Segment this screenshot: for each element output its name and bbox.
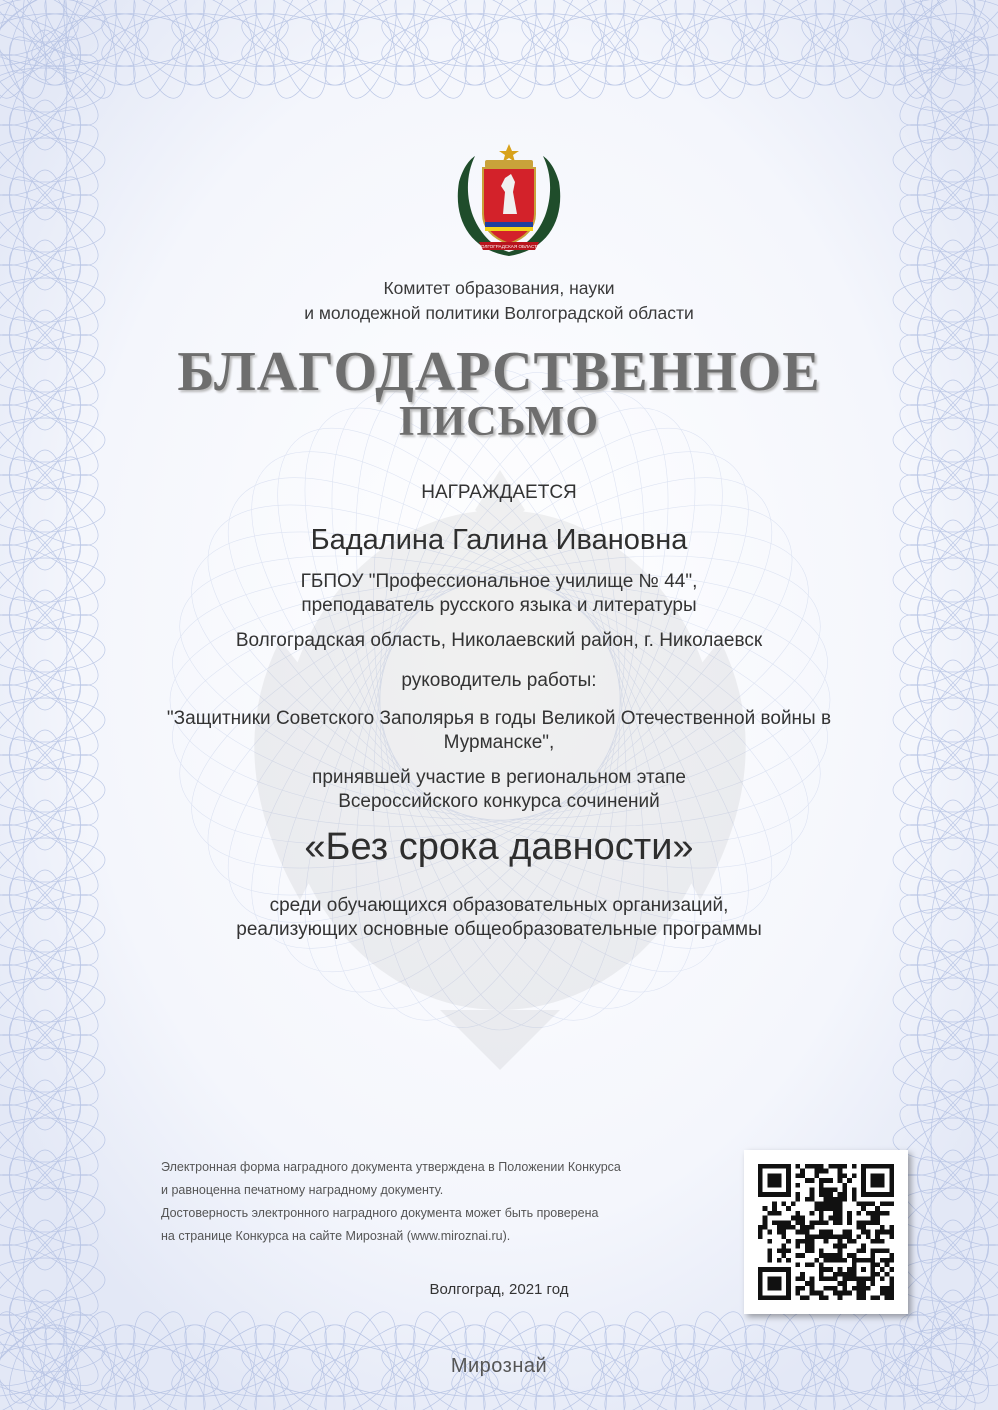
participation-line-2: Всероссийского конкурса сочинений (338, 791, 660, 812)
recipient-organization-block (0, 570, 998, 618)
document-title: БЛАГОДАРСТВЕННОЕ (177, 341, 821, 403)
issuer-line-2: и молодежной политики Волгоградской области (304, 303, 694, 323)
document-subtitle: ПИСЬМО (398, 399, 600, 445)
participation-line-1: принявшей участие в региональном этапе (312, 767, 686, 788)
recipient-position: преподаватель русского языка и литературы (301, 595, 697, 616)
notice-line-1: Электронная форма наградного документа утверждена в Положении Конкурса (161, 1160, 621, 1174)
volgograd-coat-of-arms-icon (449, 138, 569, 268)
electronic-document-notice (161, 1156, 621, 1248)
audience-line-2: реализующих основные общеобразовательные программы (236, 919, 762, 940)
issuer-line-1: Комитет образования, науки (383, 278, 615, 298)
awarded-label: НАГРАЖДАЕТСЯ (421, 482, 577, 503)
recipient-name: Бадалина Галина Ивановна (310, 524, 688, 556)
recipient-role: руководитель работы: (401, 670, 597, 691)
work-title-line-1: "Защитники Советского Заполярья в годы Великой Отечественной войны в (166, 708, 832, 729)
work-title-block (0, 707, 998, 755)
audience-line-1: среди обучающихся образовательных организаций, (269, 895, 729, 916)
notice-line-4: на странице Конкурса на сайте Мирознай (www.miroznai.ru). (161, 1229, 511, 1243)
notice-line-2: и равноценна печатному наградному документу. (161, 1183, 444, 1197)
notice-line-3: Достоверность электронного наградного документа может быть проверена (161, 1206, 599, 1220)
audience-block (0, 894, 998, 942)
qr-code-icon (758, 1164, 894, 1300)
work-title-line-2: Мурманске", (443, 732, 555, 753)
recipient-organization: ГБПОУ "Профессиональное училище № 44", (300, 571, 698, 592)
brand-name: Мирознай (450, 1355, 548, 1377)
svg-text:ВОЛГОГРАДСКАЯ ОБЛАСТЬ: ВОЛГОГРАДСКАЯ ОБЛАСТЬ (477, 244, 541, 249)
recipient-location: Волгоградская область, Николаевский район, г. Николаевск (235, 630, 763, 651)
issuer-block (0, 276, 998, 326)
place-and-year: Волгоград, 2021 год (429, 1281, 569, 1298)
participation-block (0, 766, 998, 814)
contest-name: «Без срока давности» (304, 826, 694, 868)
